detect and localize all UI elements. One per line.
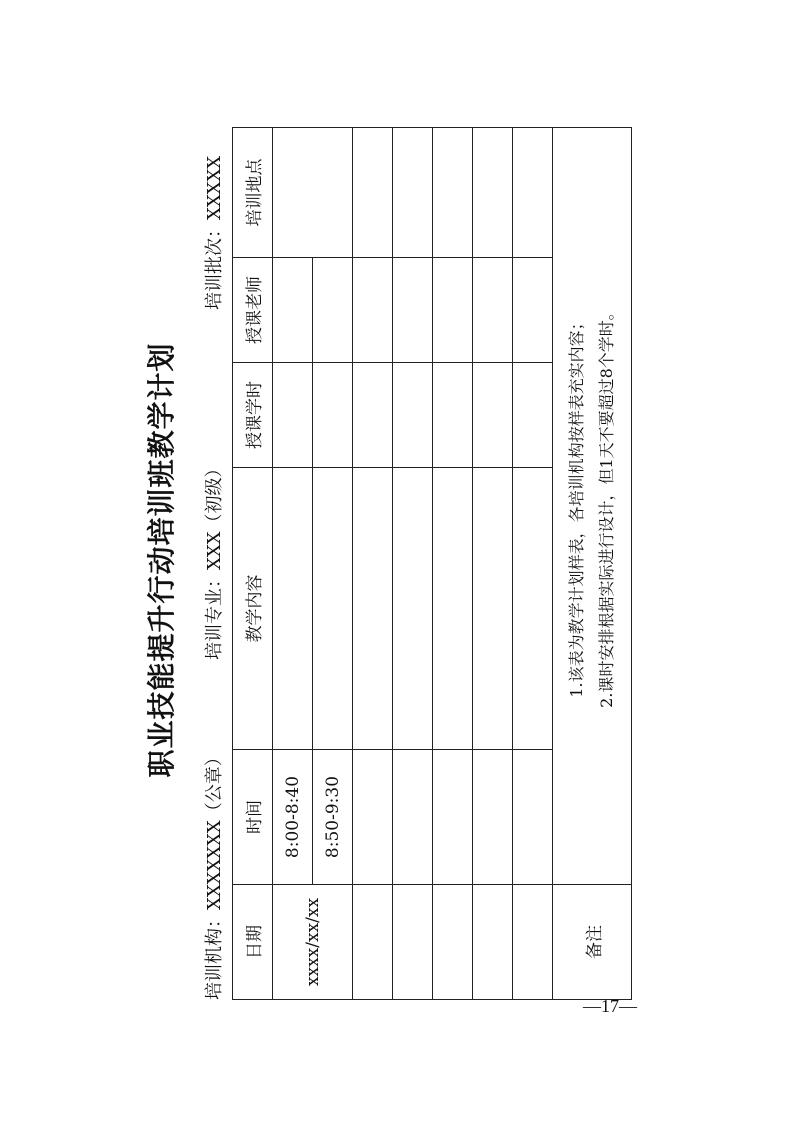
cell-date: xxxx/xx/xx	[273, 885, 353, 1000]
rotated-document	[140, 110, 660, 1010]
cell-place	[273, 128, 353, 258]
cell-empty	[433, 885, 473, 1000]
cell-empty	[473, 750, 513, 885]
cell-empty	[513, 468, 553, 750]
cell-empty	[353, 885, 393, 1000]
cell-empty	[473, 885, 513, 1000]
notes-label: 备注	[553, 885, 632, 1000]
header-place: 培训地点	[233, 128, 273, 258]
cell-empty	[513, 363, 553, 468]
cell-empty	[513, 885, 553, 1000]
cell-empty	[473, 363, 513, 468]
cell-empty	[393, 258, 433, 363]
cell-hours	[273, 363, 313, 468]
cell-empty	[353, 128, 393, 258]
cell-empty	[353, 468, 393, 750]
cell-empty	[433, 750, 473, 885]
table-row	[273, 128, 313, 1000]
cell-empty	[353, 258, 393, 363]
cell-time: 8:50-9:30	[313, 750, 353, 885]
cell-content	[273, 468, 313, 750]
cell-empty	[433, 258, 473, 363]
cell-empty	[513, 750, 553, 885]
document-title: 职业技能提升行动培训班教学计划	[145, 342, 178, 778]
cell-empty	[353, 363, 393, 468]
header-content: 教学内容	[233, 468, 273, 750]
cell-empty	[433, 468, 473, 750]
table-row	[513, 128, 553, 1000]
cell-teacher	[313, 258, 353, 363]
cell-empty	[473, 128, 513, 258]
cell-empty	[393, 885, 433, 1000]
table-row	[393, 128, 433, 1000]
note-line: 1.该表为教学计划样表，各培训机构按样表充实内容；	[567, 314, 586, 698]
cell-content	[313, 468, 353, 750]
cell-empty	[473, 258, 513, 363]
notes-row	[553, 128, 632, 1000]
cell-empty	[513, 258, 553, 363]
cell-empty	[393, 128, 433, 258]
header-date: 日期	[233, 885, 273, 1000]
table-row	[353, 128, 393, 1000]
cell-empty	[353, 750, 393, 885]
table-row	[433, 128, 473, 1000]
table-header-row	[233, 128, 273, 1000]
cell-hours	[313, 363, 353, 468]
cell-empty	[473, 468, 513, 750]
header-time: 时间	[233, 750, 273, 885]
cell-empty	[393, 363, 433, 468]
table-row	[473, 128, 513, 1000]
note-line: 2.课时安排根据实际进行设计，但1天不要超过8个学时。	[597, 304, 616, 708]
cell-empty	[513, 128, 553, 258]
cell-empty	[433, 128, 473, 258]
cell-empty	[393, 750, 433, 885]
teaching-plan-table	[232, 127, 632, 1000]
notes-content	[553, 128, 632, 885]
cell-time: 8:00-8:40	[273, 750, 313, 885]
training-organization: 培训机构：XXXXXXX（公章）	[204, 748, 225, 1000]
page-number: —17—	[583, 996, 637, 1016]
cell-empty	[393, 468, 433, 750]
cell-empty	[433, 363, 473, 468]
training-batch: 培训批次：XXXXX	[204, 155, 225, 310]
training-major: 培训专业：XXX（初级）	[204, 459, 225, 660]
table-row	[313, 128, 353, 1000]
cell-teacher	[273, 258, 313, 363]
header-teacher: 授课老师	[233, 258, 273, 363]
header-hours: 授课学时	[233, 363, 273, 468]
